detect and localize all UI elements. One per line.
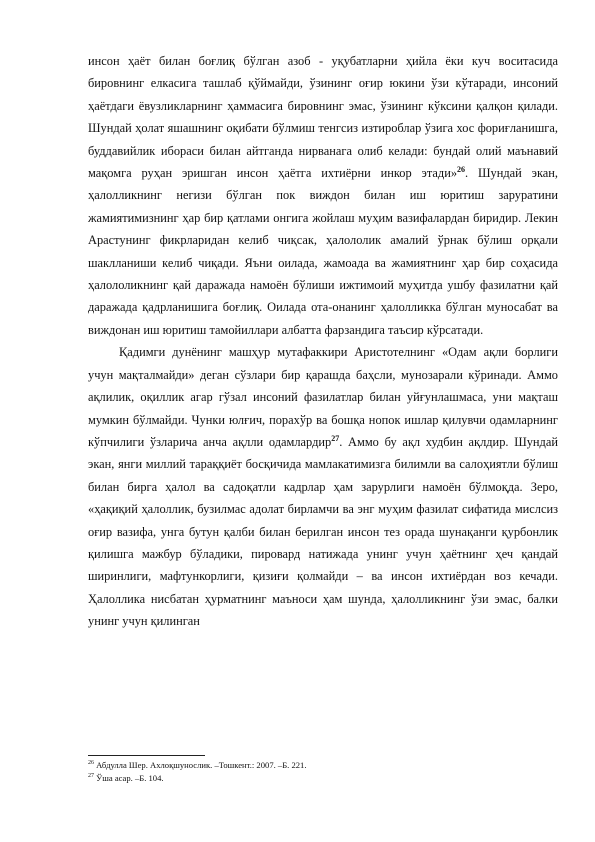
footnote-item bbox=[88, 758, 558, 771]
footnotes bbox=[88, 758, 558, 784]
footnote-item bbox=[88, 771, 558, 784]
paragraph-text: инсон ҳаёт билан боғлиқ бўлган азоб - уқубатларни ҳийла ёки куч воситасида бировнинг елкасига ташлаб қўймайди, ўзининг оғир юкини ўзи кўтаради, инсоний ҳаётдаги ёвузликларнинг ҳаммасига бировнинг эмас, ўзининг кўксини қалқон қилади. Шундай ҳолат яшашнинг оқибати бўлмиш тенгсиз изтироблар ўзига хос фориғланишга, буддавийлик ибораси билан айтганда нирванага олиб келади: бундай олий маънавий мақомга руҳан эришган инсон ҳаётга ихтиёрни инкор этади» bbox=[88, 54, 558, 181]
footnote-number: 26 bbox=[88, 760, 94, 766]
footnote-text: Ўша асар. –Б. 104. bbox=[96, 772, 164, 783]
paragraph-text: . Шундай экан, ҳалолликнинг негизи бўлган пок виждон билан иш юритиш зарурaтини жамиятимизнинг ҳар бир қатлами онгига жойлаш муҳим вазифалардан биридир. Лекин Арастунинг фикрларидан келиб чиқсак, ҳалололик амалий ўрнак бўлиш орқали шаклланиши келиб чиқади. Яъни оилада, жамоада ва жамиятнинг ҳар бир соҳасида ҳалололикнинг қай даражада намоён бўлиши ижтимоий муҳитда ушбу фазилатни қай даражада қадрланишига боғлиқ. Оилада ота-онанинг ҳалолликка бўлган муносабат ва виждонан иш юритиш тамойиллари албатта фарзандига таъсир кўрсатади. bbox=[88, 166, 558, 337]
footnote-separator bbox=[88, 755, 205, 756]
paragraph-1 bbox=[88, 50, 558, 341]
footnote-text: Абдулла Шер. Ахлоқшунослик. –Тошкент.: 2007. –Б. 221. bbox=[96, 759, 307, 770]
paragraph-text: Қадимги дунёнинг машҳур мутафаккири Аристотелнинг «Одам ақли борлиги учун мақталмайди» деган сўзлари бир қарашда баҳсли, мунозарали кўринади. Аммо ақлилик, оқиллик агар гўзал инсоний фазилатлар билан уйғунлашмаса, уни мақташ мумкин бўлмайди. Чунки юлғич, порахўр ва бошқа нопок ишлар қилувчи одамларнинг кўпчилиги ўзларича анча ақлли одамлардир bbox=[88, 345, 558, 449]
footnote-reference[interactable]: 27 bbox=[331, 433, 340, 443]
footnote-reference[interactable]: 26 bbox=[457, 164, 466, 174]
paragraph-text: . Аммо бу ақл худбин ақлдир. Шундай экан, янги миллий тараққиёт босқичида мамлакатимизга билимли ва салоҳиятли бўлиш билан бирга ҳалол ва садоқатли кадрлар ҳам зарурлиги намоён бўлмоқда. Зеро, «ҳақиқий ҳалоллик, бузилмас адолат бирламчи ва энг муҳим фазилат сифатида мислсиз оғир вазифа, унга бутун қалби билан берилган инсон тез орада шунақанги қурбонлик қилишга мажбур бўладики, пировард натижада унинг учун ҳаётнинг ҳеч қандай ширинлиги, мафтункорлиги, қизиғи қолмайди – ва инсон ихтиёрдан воз кечади. Ҳалоллика нисбатан ҳурматнинг маъноси ҳам шунда, ҳалолликнинг ўзи эмас, балки унинг учун қилинган bbox=[88, 434, 558, 629]
footnote-number: 27 bbox=[88, 773, 94, 780]
body-text bbox=[88, 50, 558, 633]
paragraph-2 bbox=[88, 341, 558, 632]
